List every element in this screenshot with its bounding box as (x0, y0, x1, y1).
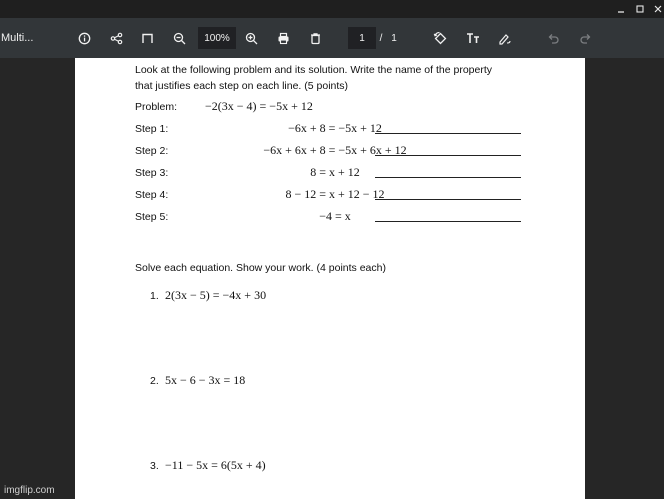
step-3-answer-line[interactable] (375, 177, 521, 178)
info-icon[interactable] (76, 18, 92, 58)
title-bar (0, 0, 664, 18)
zoom-in-icon[interactable] (243, 18, 259, 58)
watermark: imgflip.com (4, 485, 55, 496)
exercise-2-equation: 5x − 6 − 3x = 18 (165, 373, 246, 387)
close-icon[interactable] (651, 2, 664, 16)
draw-icon[interactable] (497, 18, 513, 58)
step-3-equation: 8 = x + 12 (310, 165, 360, 179)
page-total: 1 (391, 32, 397, 44)
undo-icon[interactable] (545, 18, 561, 58)
section-2-title: Solve each equation. Show your work. (4 points each) (135, 262, 386, 274)
maximize-icon[interactable] (633, 2, 647, 16)
share-icon[interactable] (108, 18, 124, 58)
exercise-1-equation: 2(3x − 5) = −4x + 30 (165, 288, 267, 302)
rotate-icon[interactable] (432, 18, 448, 58)
step-2-equation: −6x + 6x + 8 = −5x + 6x + 12 (263, 143, 407, 157)
exercise-3-number: 3. (150, 460, 159, 472)
problem-equation: −2(3x − 4) = −5x + 12 (205, 99, 313, 113)
step-4-answer-line[interactable] (375, 199, 521, 200)
exercise-1-number: 1. (150, 290, 159, 302)
step-5-equation: −4 = x (319, 209, 351, 223)
page-number-input[interactable]: 1 (348, 27, 376, 49)
pdf-toolbar (0, 18, 664, 58)
intro-line-2: that justifies each step on each line. (5 points) (135, 80, 349, 92)
step-2-label: Step 2: (135, 145, 169, 157)
print-icon[interactable] (275, 18, 291, 58)
fit-page-icon[interactable] (139, 18, 155, 58)
step-4-equation: 8 − 12 = x + 12 − 12 (285, 187, 385, 201)
zoom-out-icon[interactable] (171, 18, 187, 58)
step-1-equation: −6x + 8 = −5x + 12 (288, 121, 382, 135)
minimize-icon[interactable] (614, 2, 628, 16)
redo-icon[interactable] (577, 18, 593, 58)
delete-icon[interactable] (307, 18, 323, 58)
zoom-level-field[interactable]: 100% (198, 27, 236, 49)
document-title: Multi... (1, 32, 34, 44)
exercise-2-number: 2. (150, 375, 159, 387)
intro-line-1: Look at the following problem and its solution. Write the name of the property (135, 64, 493, 76)
problem-label: Problem: (135, 101, 178, 113)
step-5-label: Step 5: (135, 211, 169, 223)
step-4-label: Step 4: (135, 189, 169, 201)
step-1-answer-line[interactable] (375, 133, 521, 134)
step-1-label: Step 1: (135, 123, 169, 135)
step-2-answer-line[interactable] (375, 155, 521, 156)
exercise-3-equation: −11 − 5x = 6(5x + 4) (165, 458, 266, 472)
pdf-page (75, 58, 585, 499)
step-5-answer-line[interactable] (375, 221, 521, 222)
step-3-label: Step 3: (135, 167, 169, 179)
page-separator: / (379, 32, 383, 44)
text-size-icon[interactable] (465, 18, 481, 58)
